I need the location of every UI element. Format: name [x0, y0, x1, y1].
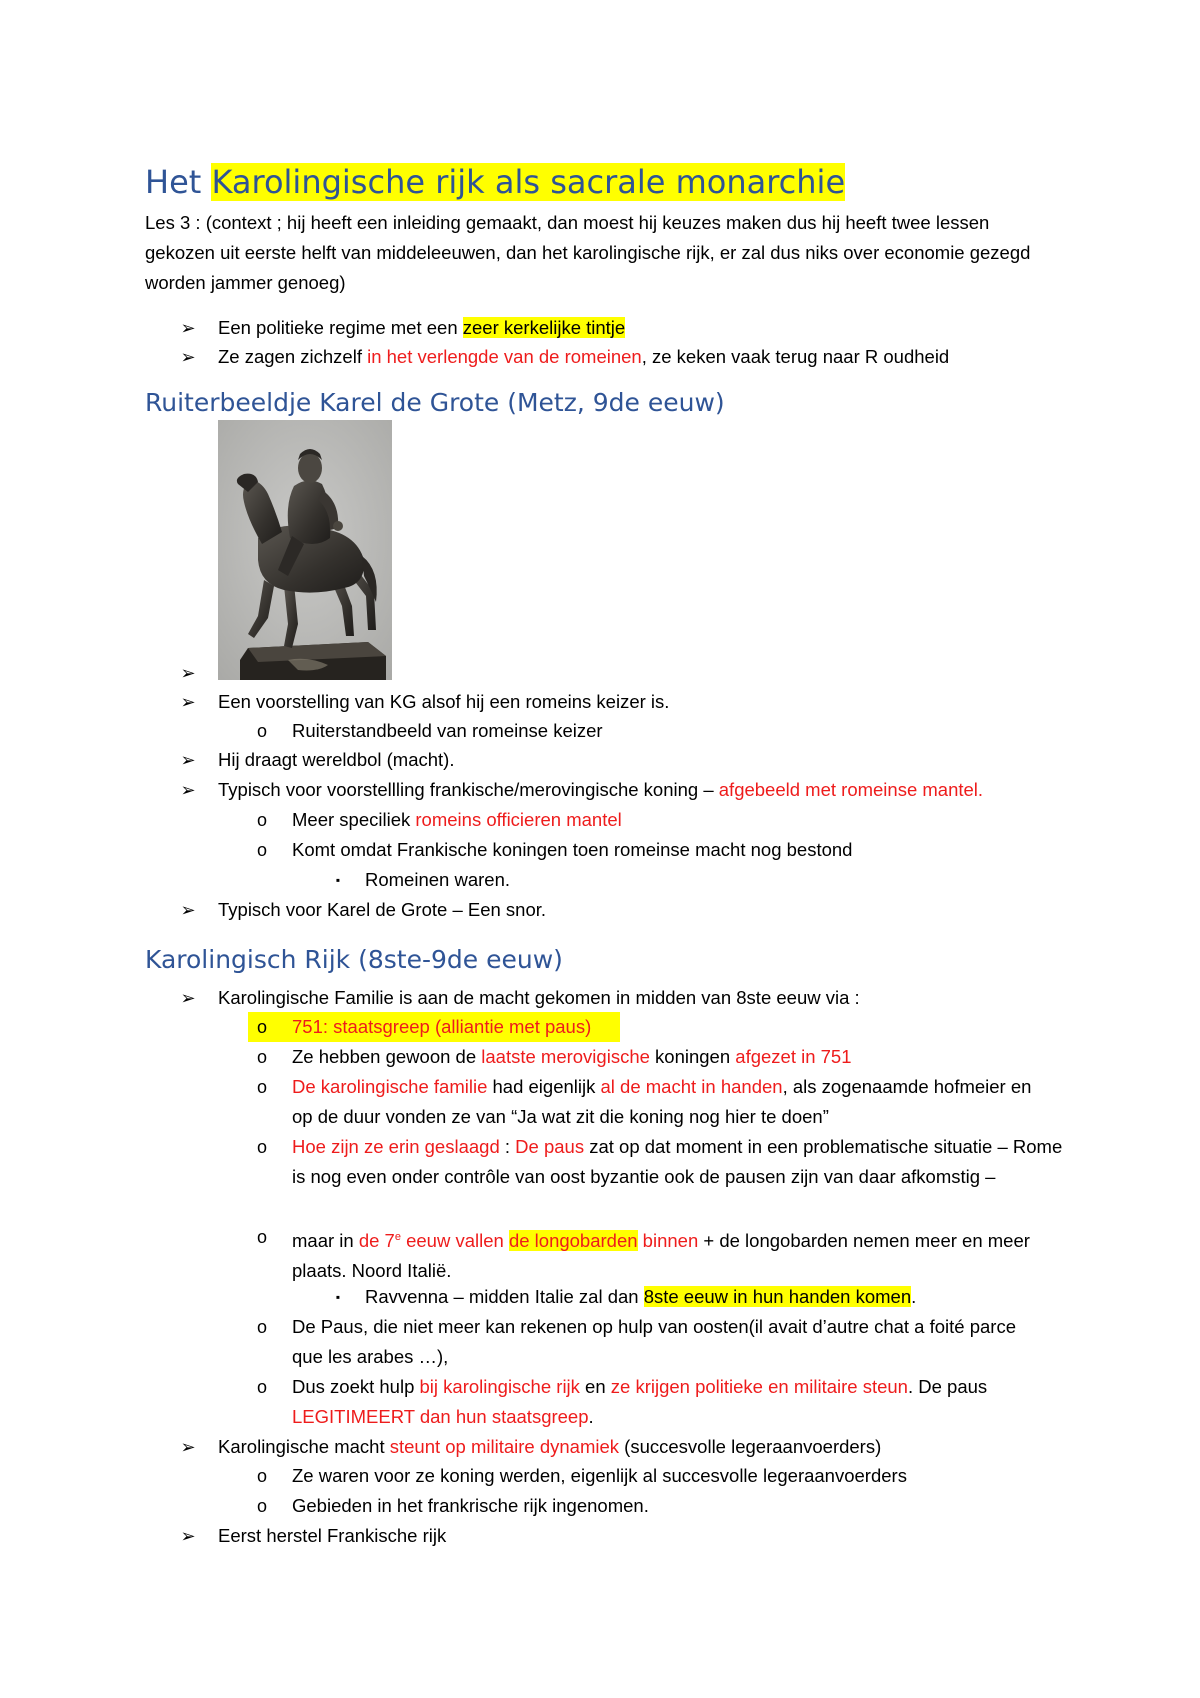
list-item: 751: staatsgreep (alliantie met paus) [292, 1016, 592, 1037]
list-item: Ze waren voor ze koning werden, eigenlijk al succesvolle legeraanvoerders [292, 1465, 907, 1486]
circle-bullet-icon: o [256, 1496, 267, 1516]
arrow-bullet-icon: ➢ [180, 318, 196, 338]
list-item: maar in de 7e eeuw vallen de longobarden binnen + de longobarden nemen meer en meer plaats. Noord Italië. [292, 1230, 1030, 1282]
title-pre: Het [145, 163, 212, 201]
list-item: Gebieden in het frankrische rijk ingenomen. [292, 1495, 649, 1516]
section-heading-karolingisch-rijk: Karolingisch Rijk (8ste-9de eeuw) [145, 945, 563, 974]
arrow-bullet-icon: ➢ [180, 1437, 196, 1457]
list-item: Meer speciliek romeins officieren mantel [292, 809, 622, 830]
list-item: Hoe zijn ze erin geslaagd : De paus zat op dat moment in een problematische situatie – Rome is nog even onder contrôle van oost byzantie ook de pausen zijn van daar afkomstig – [292, 1136, 1063, 1187]
list-item: Ravvenna – midden Italie zal dan 8ste eeuw in hun handen komen. [365, 1286, 917, 1307]
list-item: Eerst herstel Frankische rijk [218, 1525, 447, 1546]
list-item: De karolingische familie had eigenlijk al de macht in handen, als zogenaamde hofmeier en op de duur vonden ze van “Ja wat zit die koning nog hier te doen” [292, 1076, 1032, 1127]
statue-image [218, 420, 392, 680]
list-item: Romeinen waren. [365, 869, 510, 890]
square-bullet-icon: ▪ [335, 1290, 341, 1304]
arrow-bullet-icon: ➢ [180, 900, 196, 920]
circle-bullet-icon: o [256, 1077, 267, 1097]
list-item: Ze zagen zichzelf in het verlengde van de romeinen, ze keken vaak terug naar R oudheid [218, 346, 950, 367]
circle-bullet-icon: o [256, 1227, 267, 1247]
square-bullet-icon: ▪ [335, 873, 341, 887]
arrow-bullet-icon: ➢ [180, 692, 196, 712]
arrow-bullet-icon: ➢ [180, 750, 196, 770]
intro-paragraph [145, 208, 1045, 298]
circle-bullet-icon: o [256, 1317, 267, 1337]
intro-label: Les 3 : [145, 212, 206, 233]
arrow-bullet-icon: ➢ [180, 1526, 196, 1546]
circle-bullet-icon: o [256, 810, 267, 830]
list-item: Komt omdat Frankische koningen toen romeinse macht nog bestond [292, 839, 853, 860]
list-item: De Paus, die niet meer kan rekenen op hulp van oosten(il avait d’autre chat a foité parce que les arabes …), [292, 1316, 1016, 1367]
circle-bullet-icon: o [256, 1137, 267, 1157]
list-item: Typisch voor voorstellling frankische/merovingische koning – afgebeeld met romeinse mantel. [218, 779, 984, 800]
list-item: Een politieke regime met een zeer kerkelijke tintje [218, 317, 626, 338]
circle-bullet-icon: o [256, 1047, 267, 1067]
page-title [145, 160, 845, 204]
section-heading-ruiterbeeldje: Ruiterbeeldje Karel de Grote (Metz, 9de eeuw) [145, 388, 725, 417]
list-item: Een voorstelling van KG alsof hij een romeins keizer is. [218, 691, 670, 712]
list-item: Ze hebben gewoon de laatste merovigische koningen afgezet in 751 [292, 1046, 852, 1067]
circle-bullet-icon: o [256, 1377, 267, 1397]
list-item: Karolingische macht steunt op militaire dynamiek (succesvolle legeraanvoerders) [218, 1436, 882, 1457]
title-highlight: Karolingische rijk als sacrale monarchie [211, 163, 846, 201]
list-item: Karolingische Familie is aan de macht gekomen in midden van 8ste eeuw via : [218, 987, 860, 1008]
intro-text: (context ; hij heeft een inleiding gemaakt, dan moest hij keuzes maken dus hij heeft twee lessen gekozen uit eerste helft van middeleeuwen, dan het karolingische rijk, er zal dus niks over economie gezegd worden jammer genoeg) [145, 212, 1031, 293]
arrow-bullet-icon: ➢ [180, 663, 196, 683]
list-item: Typisch voor Karel de Grote – Een snor. [218, 899, 547, 920]
circle-bullet-icon: o [256, 840, 267, 860]
circle-bullet-icon: o [256, 1017, 267, 1037]
list-item: Hij draagt wereldbol (macht). [218, 749, 455, 770]
list-item: Dus zoekt hulp bij karolingische rijk en ze krijgen politieke en militaire steun. De paus LEGITIMEERT dan hun staatsgreep. [292, 1376, 988, 1427]
circle-bullet-icon: o [256, 1466, 267, 1486]
arrow-bullet-icon: ➢ [180, 347, 196, 367]
arrow-bullet-icon: ➢ [180, 988, 196, 1008]
list-item: Ruiterstandbeeld van romeinse keizer [292, 720, 603, 741]
circle-bullet-icon: o [256, 721, 267, 741]
arrow-bullet-icon: ➢ [180, 780, 196, 800]
